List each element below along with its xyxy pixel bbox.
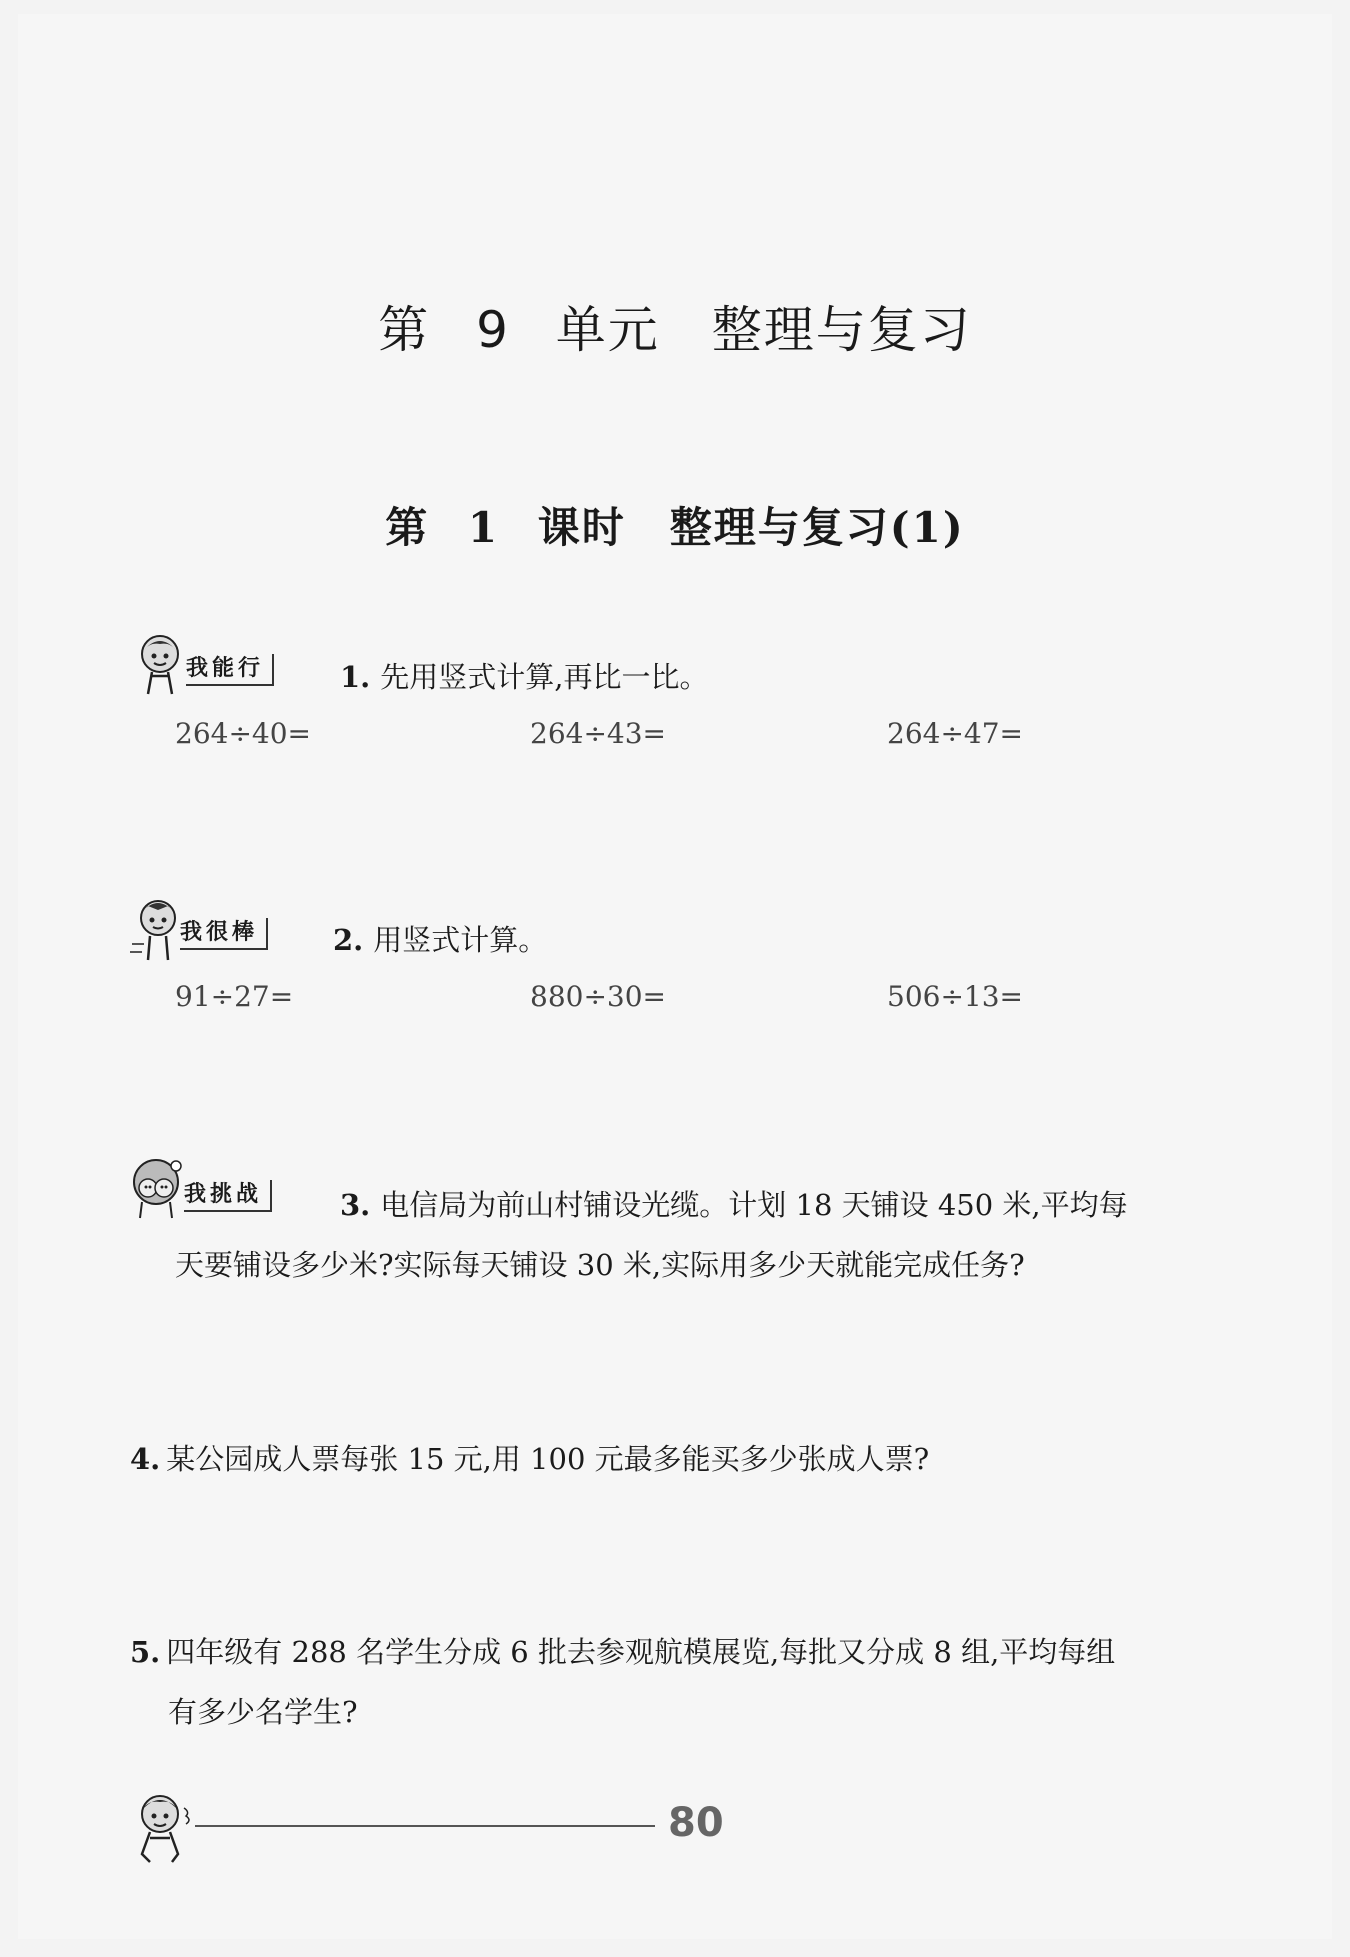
expression: 264÷47= — [887, 717, 1023, 750]
question-3-line-1 — [340, 1183, 1128, 1224]
expression: 264÷40= — [175, 717, 311, 750]
question-text: 用竖式计算。 — [373, 923, 548, 957]
badge-label: 我很棒 — [180, 918, 268, 950]
children-mascot-icon — [128, 1158, 188, 1228]
question-text: 先用竖式计算,再比一比。 — [380, 660, 709, 694]
girl-mascot-icon — [128, 896, 188, 966]
lesson-title: 第 1 课时 整理与复习(1) — [385, 503, 965, 552]
question-2-prompt — [333, 918, 547, 959]
question-4 — [130, 1437, 929, 1478]
footer-rule — [195, 1825, 655, 1827]
question-5-line-1 — [130, 1630, 1115, 1671]
boy-mascot-icon — [128, 1788, 198, 1868]
badge-wo-tiao-zhan — [128, 1158, 328, 1228]
girl-mascot-icon — [130, 632, 190, 702]
expression: 264÷43= — [530, 717, 666, 750]
question-number: 4. — [130, 1442, 161, 1476]
badge-label: 我能行 — [186, 654, 274, 686]
question-number: 1. — [340, 660, 371, 694]
question-1-prompt — [340, 655, 709, 696]
question-text: 电信局为前山村铺设光缆。计划 18 天铺设 450 米,平均每 — [380, 1188, 1128, 1222]
badge-label: 我挑战 — [184, 1180, 272, 1212]
badge-wo-hen-bang — [128, 896, 328, 966]
expression: 91÷27= — [175, 980, 294, 1013]
question-text: 四年级有 288 名学生分成 6 批去参观航模展览,每批又分成 8 组,平均每组 — [166, 1635, 1116, 1669]
expression: 506÷13= — [887, 980, 1023, 1013]
page-number: 80 — [668, 1800, 724, 1846]
question-number: 5. — [130, 1635, 161, 1669]
badge-wo-neng-xing — [130, 632, 330, 702]
question-number: 3. — [340, 1188, 371, 1222]
question-5-line-2: 有多少名学生? — [168, 1695, 358, 1729]
expression: 880÷30= — [530, 980, 666, 1013]
question-text: 某公园成人票每张 15 元,用 100 元最多能买多少张成人票? — [166, 1442, 930, 1476]
unit-title: 第 9 单元 整理与复习 — [378, 301, 972, 359]
question-3-line-2: 天要铺设多少米?实际每天铺设 30 米,实际用多少天就能完成任务? — [175, 1248, 1025, 1282]
question-number: 2. — [333, 923, 364, 957]
